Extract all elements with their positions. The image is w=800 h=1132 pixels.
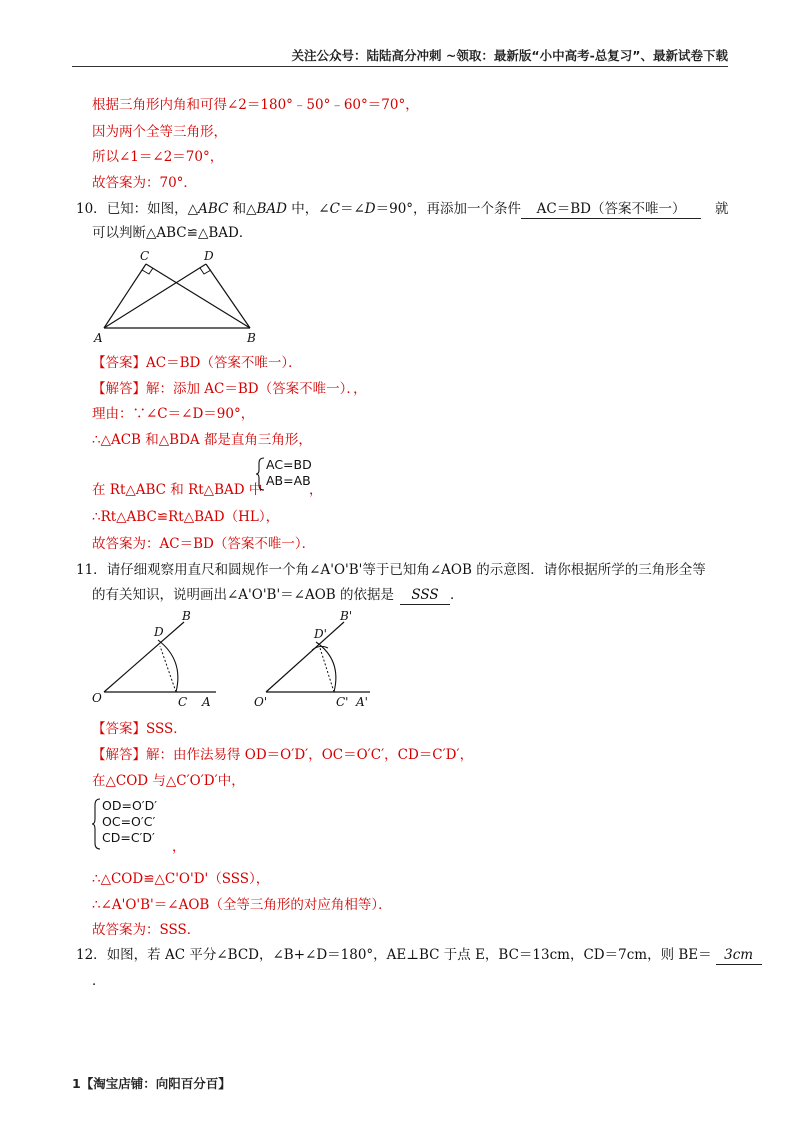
q12-text: 如图，若 AC 平分∠BCD，∠B+∠D＝180°，AE⊥BC 于点 E，BC＝13cm，CD＝7cm，则 BE＝ (106, 947, 712, 963)
q12-period: ． (92, 973, 106, 989)
q10-abc: ABC (198, 201, 229, 217)
q10-label-b: B (247, 331, 256, 345)
q11-number: 11． (76, 562, 107, 578)
q11f1-label-o: O (92, 691, 102, 705)
q11-analysis-4: ∴∠A'O'B'＝∠AOB（全等三角形的对应角相等）． (92, 897, 392, 913)
q11f1-seg-cd (160, 646, 176, 692)
q10-eq: ＝∠ (339, 201, 365, 217)
q10-seg-cb (146, 264, 250, 328)
q11-system-row-3: CD=C′D′ (102, 830, 155, 845)
q10-stem-a: 已知：如图，△ (106, 201, 199, 217)
q10-stem-line-2: 可以判断△ABC≌△BAD． (92, 225, 253, 241)
q10-label-d: D (204, 249, 214, 263)
q11-line-2a: 的有关知识，说明画出∠A'O'B'＝∠AOB 的依据是 (92, 587, 395, 603)
q11f1-arc (158, 640, 178, 692)
prev-solution-line-2: 因为两个全等三角形， (92, 124, 227, 140)
q11-analysis-1: 【解答】解：由作法易得 OD＝O′D′，OC＝O′C′，CD＝C′D′， (92, 747, 474, 763)
q11-analysis-2: 在△COD 与△C′O′D′中， (92, 773, 245, 789)
q10-equation-system (256, 457, 312, 489)
q11f2-arc (316, 642, 336, 692)
q10-stem-line-1 (76, 200, 729, 219)
q10-c: C (329, 201, 340, 217)
q10-analysis-1: 【解答】解：添加 AC＝BD（答案不唯一）．， (92, 381, 367, 397)
q11f2-label-a: A' (356, 695, 368, 709)
q10-seg-ac (104, 264, 146, 328)
q10-figure (92, 246, 272, 346)
q10-number: 10． (76, 201, 107, 217)
q10-system-row-2: AB=AB (266, 473, 311, 488)
q10-analysis-2: 理由：∵∠C＝∠D＝90°， (92, 406, 255, 422)
q10-analysis-6: 故答案为：AC＝BD（答案不唯一）． (92, 536, 316, 552)
q10-seg-ad (104, 264, 206, 328)
q10-brace (256, 457, 266, 491)
q10-d: D (364, 201, 376, 217)
q10-analysis-3: ∴△ACB 和△BDA 都是直角三角形， (92, 432, 312, 448)
page-footer: 1【淘宝店铺：向阳百分百】 (72, 1076, 231, 1091)
q11-system-row-1: OD=O′D′ (102, 798, 158, 813)
q10-analysis-5: ∴Rt△ABC≌Rt△BAD（HL）， (92, 509, 280, 525)
q11f1-label-a: A (202, 695, 211, 709)
q11f1-label-c: C (178, 695, 188, 709)
q11-analysis-3: ∴△COD≌△C'O'D'（SSS）， (92, 871, 270, 887)
header-rule (72, 66, 728, 67)
q11-brace (92, 798, 102, 850)
q10-label-a: A (94, 331, 103, 345)
q11-stem-line-2 (92, 586, 464, 605)
q11-stem-line-1 (76, 561, 706, 579)
q10-label-c: C (140, 249, 150, 263)
q11-figure-1 (90, 608, 230, 712)
q10-seg-db (206, 264, 250, 328)
prev-solution-line-3: 所以∠1＝∠2＝70°， (92, 149, 224, 165)
q11-line-1-text: 请仔细观察用直尺和圆规作一个角∠A'O'B'等于已知角∠AOB 的示意图．请你根据所学的三角形全等 (106, 562, 706, 578)
q11f1-label-d: D (154, 625, 164, 639)
prev-solution-line-4: 故答案为：70°． (92, 175, 197, 191)
q10-system-row-1: AC=BD (266, 457, 312, 472)
q11-figure-2 (250, 608, 390, 712)
q10-mid: 中，∠ (287, 201, 330, 217)
q10-analysis-4-end: ， (309, 482, 323, 498)
q11f2-seg-cd (320, 648, 334, 692)
q10-analysis-4: 在 Rt△ABC 和 Rt△BAD 中 (92, 482, 263, 498)
q11-system-row-2: OC=O′C′ (102, 814, 156, 829)
q11f2-label-o: O' (254, 695, 268, 709)
q11f2-ray-ob (266, 622, 344, 692)
q12-number: 12． (76, 947, 107, 963)
q10-tail: ＝90°，再添加一个条件 (375, 201, 522, 217)
q11f2-label-d: D' (314, 627, 327, 641)
q12-answer-blank: 3cm (716, 946, 762, 965)
q11-answer: 【答案】SSS． (92, 721, 187, 737)
q10-bad: BAD (256, 201, 288, 217)
q10-right-angle-c (142, 268, 153, 274)
q10-end: 就 (715, 201, 729, 217)
q11-system-end: ， (172, 839, 186, 855)
q11-equation-system (92, 798, 157, 846)
q11-analysis-5: 故答案为：SSS． (92, 922, 201, 938)
q11f1-ray-ob (104, 622, 184, 692)
q11-answer-blank: SSS (400, 586, 450, 605)
q11f1-label-b: B (182, 609, 191, 623)
prev-solution-line-1: 根据三角形内角和可得∠2＝180°﹣50°﹣60°＝70°， (92, 97, 419, 113)
q11-line-2b: ． (450, 587, 464, 603)
q11f2-label-c: C' (336, 695, 349, 709)
page-header: 关注公众号：陆陆高分冲刺 ~领取：最新版“小中高考-总复习”、最新试卷下载 (291, 48, 728, 63)
q10-and: 和△ (228, 201, 257, 217)
q10-answer-blank: AC＝BD（答案不唯一） (521, 200, 701, 219)
q10-answer: 【答案】AC＝BD（答案不唯一）． (92, 355, 302, 371)
q12-stem (76, 946, 762, 965)
q11f2-label-b: B' (340, 609, 353, 623)
